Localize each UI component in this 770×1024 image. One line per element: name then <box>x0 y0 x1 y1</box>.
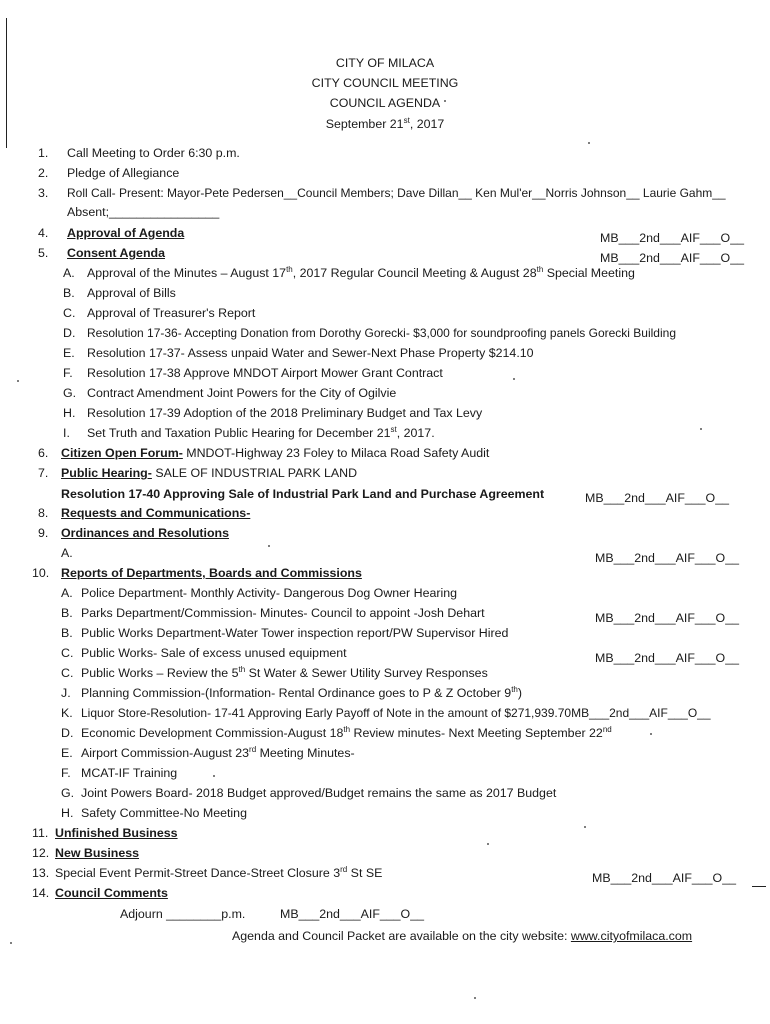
item-number: 1. <box>38 146 49 160</box>
sub-letter: E. <box>61 746 73 760</box>
public-hearing-text: SALE OF INDUSTRIAL PARK LAND <box>151 466 358 480</box>
consent-item-truth-taxation: Set Truth and Taxation Public Hearing for December 21st, 2017. <box>87 424 435 440</box>
citizen-forum-label: Citizen Open Forum- <box>61 446 183 460</box>
report-mcat-training: MCAT-IF Training <box>81 766 178 780</box>
sub-letter: A. <box>63 266 75 280</box>
item-approval-of-agenda: Approval of Agenda <box>67 226 185 240</box>
report-liquor-store: Liquor Store-Resolution- 17-41 Approving Early Payoff of Note in the amount of $271,939.70MB___2nd___AIF___O__ <box>81 706 711 720</box>
vote-line: MB___2nd___AIF___O__ <box>592 871 736 885</box>
consent-item-bills: Approval of Bills <box>87 286 176 300</box>
adjourn-line: Adjourn ________p.m. <box>120 907 246 921</box>
vote-line: MB___2nd___AIF___O__ <box>595 651 739 665</box>
report-joint-powers-board: Joint Powers Board- 2018 Budget approved/Budget remains the same as 2017 Budget <box>81 786 557 800</box>
item-number: 5. <box>38 246 49 260</box>
item-requests-communications: Requests and Communications- <box>61 506 251 520</box>
scan-speck <box>650 733 652 735</box>
footer-note <box>232 928 692 944</box>
city-website-link[interactable]: www.cityofmilaca.com <box>570 929 693 943</box>
sub-letter: C. <box>61 666 74 680</box>
sub-letter: H. <box>61 806 74 820</box>
report-public-works-water-tower: Public Works Department-Water Tower inspection report/PW Supervisor Hired <box>81 626 509 640</box>
vote-line: MB___2nd___AIF___O__ <box>585 491 729 505</box>
sub-letter: B. <box>61 626 73 640</box>
sub-letter: C. <box>61 646 74 660</box>
report-public-works-equipment: Public Works- Sale of excess unused equipment <box>81 646 347 660</box>
report-parks: Parks Department/Commission- Minutes- Council to appoint -Josh Dehart <box>81 606 485 620</box>
consent-item-treasurer: Approval of Treasurer's Report <box>87 306 256 320</box>
item-number: 12. <box>32 846 50 860</box>
item-reports-departments: Reports of Departments, Boards and Commissions <box>61 566 362 580</box>
sub-letter: B. <box>61 606 73 620</box>
scan-speck <box>487 843 489 845</box>
item-special-event-permit: Special Event Permit-Street Dance-Street Closure 3rd St SE <box>55 864 383 880</box>
scan-edge-mark <box>752 886 766 887</box>
item-number: 10. <box>32 566 50 580</box>
sub-letter: A. <box>61 546 73 560</box>
sub-letter: I. <box>63 426 70 440</box>
sub-letter: D. <box>63 326 76 340</box>
scan-speck <box>10 942 12 944</box>
header-doc-type: COUNCIL AGENDA <box>329 96 441 110</box>
vote-line: MB___2nd___AIF___O__ <box>600 231 744 245</box>
public-hearing-label: Public Hearing- <box>61 466 152 480</box>
consent-item-minutes: Approval of the Minutes – August 17th, 2017 Regular Council Meeting & August 28th Special Meeting <box>87 264 635 280</box>
item-new-business: New Business <box>55 846 140 860</box>
scan-speck <box>213 775 215 777</box>
sub-letter: C. <box>63 306 76 320</box>
item-council-comments: Council Comments <box>55 886 168 900</box>
item-number: 6. <box>38 446 49 460</box>
vote-line: MB___2nd___AIF___O__ <box>595 611 739 625</box>
report-planning-commission: Planning Commission-(Information- Rental Ordinance goes to P & Z October 9th) <box>81 684 523 700</box>
item-citizen-open-forum <box>61 445 489 461</box>
item-number: 2. <box>38 166 49 180</box>
item-number: 8. <box>38 506 49 520</box>
vote-line: MB___2nd___AIF___O__ <box>600 251 744 265</box>
adjourn-vote: MB___2nd___AIF___O__ <box>280 907 424 921</box>
scan-speck <box>474 997 476 999</box>
item-number: 14. <box>32 886 50 900</box>
footer-text: Agenda and Council Packet are available on the city website: <box>232 929 571 943</box>
consent-item-resolution-17-38: Resolution 17-38 Approve MNDOT Airport Mower Grant Contract <box>87 366 443 380</box>
vote-line: MB___2nd___AIF___O__ <box>595 551 739 565</box>
report-economic-development: Economic Development Commission-August 18th Review minutes- Next Meeting September 22nd <box>81 724 612 740</box>
report-safety-committee: Safety Committee-No Meeting <box>81 806 247 820</box>
sub-letter: A. <box>61 586 73 600</box>
report-airport-commission: Airport Commission-August 23rd Meeting Minutes- <box>81 744 355 760</box>
header-city: CITY OF MILACA <box>335 56 435 70</box>
item-number: 3. <box>38 186 49 200</box>
consent-item-resolution-17-36: Resolution 17-36- Accepting Donation from Dorothy Gorecki- $3,000 for soundproofing panels Gorecki Building <box>87 326 676 340</box>
item-call-to-order: Call Meeting to Order 6:30 p.m. <box>67 146 240 160</box>
citizen-forum-text: MNDOT-Highway 23 Foley to Milaca Road Safety Audit <box>182 446 490 460</box>
sub-letter: H. <box>63 406 76 420</box>
sub-letter: G. <box>63 386 77 400</box>
sub-letter: G. <box>61 786 75 800</box>
item-ordinances-resolutions: Ordinances and Resolutions <box>61 526 229 540</box>
sub-letter: E. <box>63 346 75 360</box>
consent-item-resolution-17-39: Resolution 17-39 Adoption of the 2018 Preliminary Budget and Tax Levy <box>87 406 483 420</box>
scan-speck <box>17 380 19 382</box>
consent-item-resolution-17-37: Resolution 17-37- Assess unpaid Water and Sewer-Next Phase Property $214.10 <box>87 346 534 360</box>
sub-letter: F. <box>63 366 73 380</box>
scan-speck <box>700 428 702 430</box>
scan-speck <box>584 826 586 828</box>
scan-speck <box>513 378 515 380</box>
report-public-works-survey: Public Works – Review the 5th St Water & Sewer Utility Survey Responses <box>81 664 488 680</box>
item-roll-call-absent: Absent;________________ <box>67 205 220 219</box>
header-date: September 21st, 2017 <box>325 115 445 131</box>
item-public-hearing <box>61 465 357 481</box>
scan-speck <box>268 545 270 547</box>
item-number: 7. <box>38 466 49 480</box>
item-consent-agenda: Consent Agenda <box>67 246 165 260</box>
item-number: 13. <box>32 866 50 880</box>
item-number: 9. <box>38 526 49 540</box>
item-pledge: Pledge of Allegiance <box>67 166 180 180</box>
sub-letter: J. <box>61 686 71 700</box>
item-number: 11. <box>32 826 49 840</box>
consent-item-contract-amendment: Contract Amendment Joint Powers for the City of Ogilvie <box>87 386 397 400</box>
sub-letter: K. <box>61 706 73 720</box>
item-roll-call: Roll Call- Present: Mayor-Pete Pedersen__Council Members; Dave Dillan__ Ken Mul'er__Norris Johnson__ Laurie Gahm__ <box>67 186 726 200</box>
header-meeting: CITY COUNCIL MEETING <box>311 76 459 90</box>
item-number: 4. <box>38 226 49 240</box>
sub-letter: B. <box>63 286 75 300</box>
scan-speck <box>588 142 590 144</box>
report-police: Police Department- Monthly Activity- Dangerous Dog Owner Hearing <box>81 586 458 600</box>
sub-letter: D. <box>61 726 74 740</box>
item-unfinished-business: Unfinished Business <box>55 826 178 840</box>
sub-letter: F. <box>61 766 71 780</box>
resolution-17-40: Resolution 17-40 Approving Sale of Industrial Park Land and Purchase Agreement <box>61 487 545 501</box>
